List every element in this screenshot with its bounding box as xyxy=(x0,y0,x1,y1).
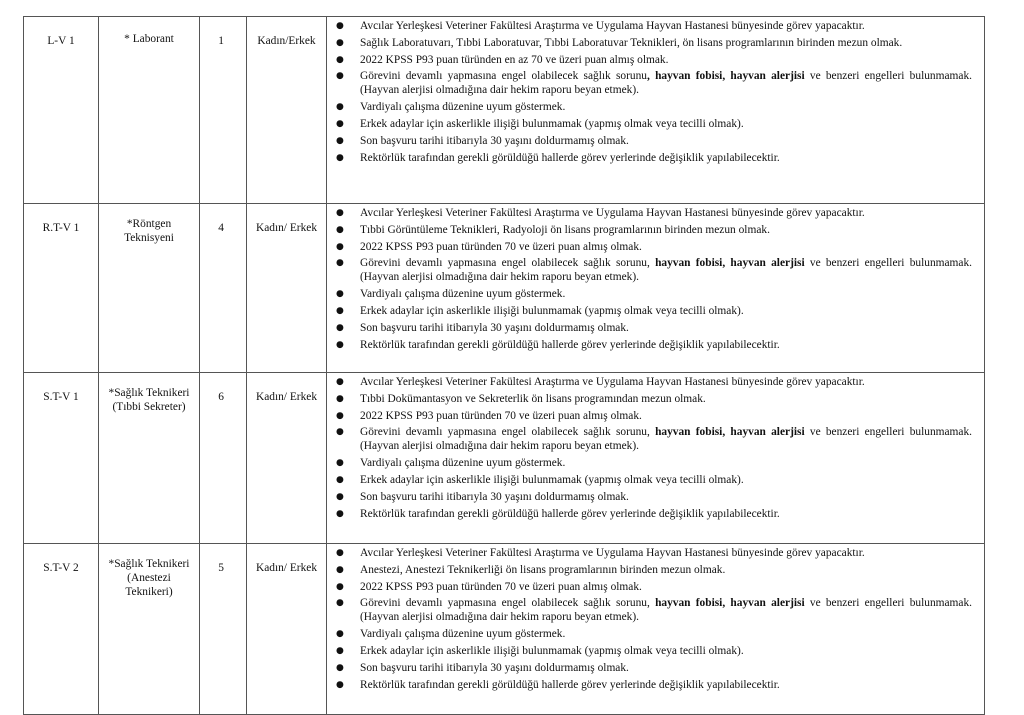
requirements-cell xyxy=(327,17,985,204)
requirement-item: ● Vardiyalı çalışma düzenine uyum göstermek. xyxy=(336,628,566,641)
position-gender: Kadın/ Erkek xyxy=(247,544,327,715)
bullet-icon: ● xyxy=(336,305,344,316)
position-count: 6 xyxy=(200,373,247,544)
requirement-item: ● Vardiyalı çalışma düzenine uyum göstermek. xyxy=(336,288,566,301)
position-title: * Laborant xyxy=(99,17,200,204)
requirement-item: ● Tıbbi Dokümantasyon ve Sekreterlik ön lisans programından mezun olmak. xyxy=(336,392,706,405)
position-code: R.T-V 1 xyxy=(24,204,99,373)
requirements-list xyxy=(327,375,972,521)
requirement-item: ● Görevini devamlı yapmasına engel olabilecek sağlık sorunu, hayvan fobisi, hayvan alerjisi ve benzeri engelleri bulunmamak. (Hayvan alerjisi olmadığına dair hekim raporu beyan etmek). xyxy=(336,426,973,453)
requirement-item: ● Erkek adaylar için askerlikle ilişiği bulunmamak (yapmış olmak veya tecilli olmak). xyxy=(336,117,744,130)
bold-text: , hayvan fobisi, hayvan alerjisi xyxy=(646,70,805,83)
bullet-icon: ● xyxy=(336,491,344,502)
bullet-icon: ● xyxy=(336,102,344,113)
position-gender: Kadın/Erkek xyxy=(247,17,327,204)
bullet-icon: ● xyxy=(336,629,344,640)
position-title: *Röntgen Teknisyeni xyxy=(99,204,200,373)
bullet-icon: ● xyxy=(336,458,344,469)
position-code: S.T-V 2 xyxy=(24,544,99,715)
requirements-cell xyxy=(327,544,985,715)
bold-text: hayvan fobisi, hayvan alerjisi xyxy=(655,597,805,610)
requirement-item: ● Son başvuru tarihi itibarıyla 30 yaşını doldurmamış olmak. xyxy=(336,661,629,674)
bullet-icon: ● xyxy=(336,679,344,690)
bullet-icon: ● xyxy=(336,548,344,558)
bullet-icon: ● xyxy=(336,37,344,48)
position-count: 1 xyxy=(200,17,247,204)
bullet-icon: ● xyxy=(336,393,344,404)
requirement-item: ● Erkek adaylar için askerlikle ilişiği bulunmamak (yapmış olmak veya tecilli olmak). xyxy=(336,473,744,486)
bullet-icon: ● xyxy=(336,598,344,609)
bullet-icon: ● xyxy=(336,581,344,592)
bold-text: hayvan fobisi, hayvan alerjisi xyxy=(655,257,805,270)
bullet-icon: ● xyxy=(336,152,344,163)
requirement-item: ● Görevini devamlı yapmasına engel olabilecek sağlık sorunu, hayvan fobisi, hayvan alerjisi ve benzeri engelleri bulunmamak. (Hayvan alerjisi olmadığına dair hekim raporu beyan etmek). xyxy=(336,70,973,97)
requirement-item: ● Son başvuru tarihi itibarıyla 30 yaşını doldurmamış olmak. xyxy=(336,134,629,147)
table-row xyxy=(24,204,985,373)
positions-table xyxy=(23,16,985,715)
bullet-icon: ● xyxy=(336,427,344,438)
requirement-item: ● Erkek adaylar için askerlikle ilişiği bulunmamak (yapmış olmak veya tecilli olmak). xyxy=(336,304,744,317)
requirement-item: ● Son başvuru tarihi itibarıyla 30 yaşını doldurmamış olmak. xyxy=(336,321,629,334)
position-gender: Kadın/ Erkek xyxy=(247,204,327,373)
bullet-icon: ● xyxy=(336,410,344,421)
position-code: S.T-V 1 xyxy=(24,373,99,544)
requirement-item: ● Avcılar Yerleşkesi Veteriner Fakültesi Araştırma ve Uygulama Hayvan Hastanesi bünyesinde görev yapacaktır. xyxy=(336,207,865,219)
requirements-list xyxy=(327,19,972,165)
bullet-icon: ● xyxy=(336,645,344,656)
requirement-item: ● Avcılar Yerleşkesi Veteriner Fakültesi Araştırma ve Uygulama Hayvan Hastanesi bünyesinde görev yapacaktır. xyxy=(336,547,865,559)
requirement-item: ● Rektörlük tarafından gerekli görüldüğü hallerde görev yerlerinde değişiklik yapılabilecektir. xyxy=(336,338,780,351)
requirement-item: ● Rektörlük tarafından gerekli görüldüğü hallerde görev yerlerinde değişiklik yapılabilecektir. xyxy=(336,678,780,691)
table-row xyxy=(24,544,985,715)
position-code: L-V 1 xyxy=(24,17,99,204)
bullet-icon: ● xyxy=(336,377,344,387)
bullet-icon: ● xyxy=(336,564,344,575)
requirements-list xyxy=(327,206,972,352)
requirement-item: ● 2022 KPSS P93 puan türünden en az 70 ve üzeri puan almış olmak. xyxy=(336,53,669,66)
requirements-cell xyxy=(327,373,985,544)
bullet-icon: ● xyxy=(336,118,344,129)
requirement-item: ● Anestezi, Anestezi Teknikerliği ön lisans programlarının birinden mezun olmak. xyxy=(336,563,726,576)
requirement-item: ● 2022 KPSS P93 puan türünden 70 ve üzeri puan almış olmak. xyxy=(336,409,642,422)
bullet-icon: ● xyxy=(336,322,344,333)
requirements-cell xyxy=(327,204,985,373)
table-row xyxy=(24,373,985,544)
bullet-icon: ● xyxy=(336,21,344,31)
requirement-item: ● 2022 KPSS P93 puan türünden 70 ve üzeri puan almış olmak. xyxy=(336,240,642,253)
bullet-icon: ● xyxy=(336,54,344,65)
requirement-item: ● Görevini devamlı yapmasına engel olabilecek sağlık sorunu, hayvan fobisi, hayvan alerjisi ve benzeri engelleri bulunmamak. (Hayvan alerjisi olmadığına dair hekim raporu beyan etmek). xyxy=(336,257,973,284)
bullet-icon: ● xyxy=(336,289,344,300)
position-count: 4 xyxy=(200,204,247,373)
requirements-list xyxy=(327,546,972,692)
requirement-item: ● Vardiyalı çalışma düzenine uyum göstermek. xyxy=(336,457,566,470)
requirement-item: ● 2022 KPSS P93 puan türünden 70 ve üzeri puan almış olmak. xyxy=(336,580,642,593)
requirement-item: ● Tıbbi Görüntüleme Teknikleri, Radyoloji ön lisans programlarının birinden mezun olmak. xyxy=(336,223,770,236)
bullet-icon: ● xyxy=(336,71,344,82)
position-gender: Kadın/ Erkek xyxy=(247,373,327,544)
bullet-icon: ● xyxy=(336,474,344,485)
requirement-item: ● Rektörlük tarafından gerekli görüldüğü hallerde görev yerlerinde değişiklik yapılabilecektir. xyxy=(336,151,780,164)
bullet-icon: ● xyxy=(336,224,344,235)
requirement-item: ● Son başvuru tarihi itibarıyla 30 yaşını doldurmamış olmak. xyxy=(336,490,629,503)
bullet-icon: ● xyxy=(336,662,344,673)
requirement-item: ● Avcılar Yerleşkesi Veteriner Fakültesi Araştırma ve Uygulama Hayvan Hastanesi bünyesinde görev yapacaktır. xyxy=(336,20,865,32)
requirement-item: ● Rektörlük tarafından gerekli görüldüğü hallerde görev yerlerinde değişiklik yapılabilecektir. xyxy=(336,507,780,520)
table-row xyxy=(24,17,985,204)
position-title: *Sağlık Teknikeri (Tıbbi Sekreter) xyxy=(99,373,200,544)
bullet-icon: ● xyxy=(336,508,344,519)
requirement-item: ● Görevini devamlı yapmasına engel olabilecek sağlık sorunu, hayvan fobisi, hayvan alerjisi ve benzeri engelleri bulunmamak. (Hayvan alerjisi olmadığına dair hekim raporu beyan etmek). xyxy=(336,597,973,624)
bullet-icon: ● xyxy=(336,208,344,218)
bullet-icon: ● xyxy=(336,339,344,350)
requirement-item: ● Sağlık Laboratuvarı, Tıbbi Laboratuvar, Tıbbi Laboratuvar Teknikleri, ön lisans programlarının birinden mezun olmak. xyxy=(336,36,903,49)
position-count: 5 xyxy=(200,544,247,715)
bold-text: hayvan fobisi, hayvan alerjisi xyxy=(655,426,805,439)
requirement-item: ● Vardiyalı çalışma düzenine uyum göstermek. xyxy=(336,101,566,114)
bullet-icon: ● xyxy=(336,258,344,269)
bullet-icon: ● xyxy=(336,135,344,146)
requirement-item: ● Erkek adaylar için askerlikle ilişiği bulunmamak (yapmış olmak veya tecilli olmak). xyxy=(336,644,744,657)
position-title: *Sağlık Teknikeri (Anestezi Teknikeri) xyxy=(99,544,200,715)
bullet-icon: ● xyxy=(336,241,344,252)
requirement-item: ● Avcılar Yerleşkesi Veteriner Fakültesi Araştırma ve Uygulama Hayvan Hastanesi bünyesinde görev yapacaktır. xyxy=(336,376,865,388)
